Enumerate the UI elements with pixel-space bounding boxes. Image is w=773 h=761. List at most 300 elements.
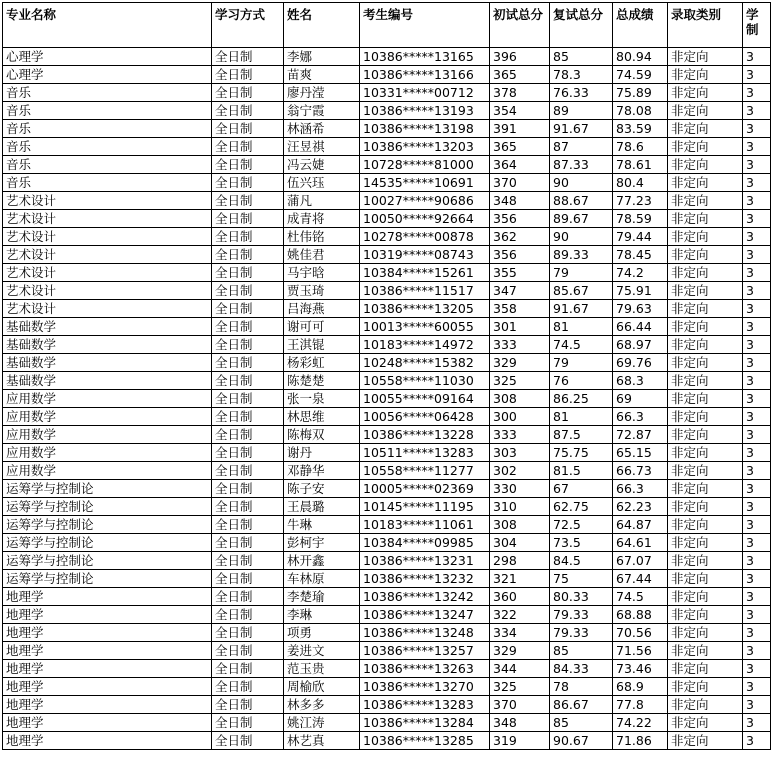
cell-duration: 3 (743, 156, 771, 174)
header-initial-score: 初试总分 (490, 3, 550, 48)
cell-study-mode: 全日制 (212, 372, 284, 390)
cell-initial-score: 329 (490, 642, 550, 660)
cell-admission-type: 非定向 (668, 570, 743, 588)
cell-duration: 3 (743, 660, 771, 678)
cell-admission-type: 非定向 (668, 228, 743, 246)
table-row (3, 732, 771, 750)
cell-total-score: 70.56 (613, 624, 668, 642)
cell-major: 运筹学与控制论 (3, 480, 212, 498)
cell-major: 艺术设计 (3, 300, 212, 318)
cell-duration: 3 (743, 696, 771, 714)
cell-study-mode: 全日制 (212, 174, 284, 192)
cell-name: 姜进文 (284, 642, 360, 660)
cell-study-mode: 全日制 (212, 444, 284, 462)
cell-candidate-id: 10386*****13284 (360, 714, 490, 732)
cell-total-score: 64.87 (613, 516, 668, 534)
cell-retest-score: 73.5 (550, 534, 613, 552)
cell-name: 杜伟铭 (284, 228, 360, 246)
table-row (3, 228, 771, 246)
cell-retest-score: 72.5 (550, 516, 613, 534)
cell-retest-score: 79.33 (550, 624, 613, 642)
cell-study-mode: 全日制 (212, 156, 284, 174)
cell-candidate-id: 10027*****90686 (360, 192, 490, 210)
cell-total-score: 74.2 (613, 264, 668, 282)
cell-total-score: 66.3 (613, 480, 668, 498)
cell-initial-score: 391 (490, 120, 550, 138)
cell-name: 邓静华 (284, 462, 360, 480)
cell-initial-score: 365 (490, 138, 550, 156)
cell-major: 运筹学与控制论 (3, 498, 212, 516)
cell-candidate-id: 10386*****13228 (360, 426, 490, 444)
table-row (3, 498, 771, 516)
header-major: 专业名称 (3, 3, 212, 48)
cell-major: 地理学 (3, 606, 212, 624)
cell-major: 地理学 (3, 642, 212, 660)
cell-major: 地理学 (3, 678, 212, 696)
cell-name: 翁宁霞 (284, 102, 360, 120)
cell-name: 王淇锟 (284, 336, 360, 354)
cell-name: 范玉贵 (284, 660, 360, 678)
cell-admission-type: 非定向 (668, 102, 743, 120)
cell-name: 杨彩虹 (284, 354, 360, 372)
cell-admission-type: 非定向 (668, 588, 743, 606)
table-row (3, 372, 771, 390)
cell-duration: 3 (743, 372, 771, 390)
cell-major: 艺术设计 (3, 192, 212, 210)
cell-major: 基础数学 (3, 336, 212, 354)
cell-initial-score: 321 (490, 570, 550, 588)
table-row (3, 642, 771, 660)
cell-major: 音乐 (3, 102, 212, 120)
cell-initial-score: 325 (490, 678, 550, 696)
cell-retest-score: 75.75 (550, 444, 613, 462)
cell-candidate-id: 10013*****60055 (360, 318, 490, 336)
cell-initial-score: 348 (490, 714, 550, 732)
cell-total-score: 68.97 (613, 336, 668, 354)
cell-name: 李楚瑜 (284, 588, 360, 606)
header-row (3, 3, 771, 48)
cell-major: 地理学 (3, 624, 212, 642)
table-row (3, 48, 771, 66)
cell-study-mode: 全日制 (212, 246, 284, 264)
cell-major: 音乐 (3, 174, 212, 192)
cell-retest-score: 87 (550, 138, 613, 156)
cell-name: 牛琳 (284, 516, 360, 534)
cell-duration: 3 (743, 282, 771, 300)
table-row (3, 336, 771, 354)
cell-initial-score: 310 (490, 498, 550, 516)
cell-retest-score: 85 (550, 714, 613, 732)
cell-major: 艺术设计 (3, 210, 212, 228)
cell-duration: 3 (743, 246, 771, 264)
cell-name: 陈子安 (284, 480, 360, 498)
header-study-mode: 学习方式 (212, 3, 284, 48)
cell-initial-score: 348 (490, 192, 550, 210)
cell-total-score: 69 (613, 390, 668, 408)
cell-study-mode: 全日制 (212, 534, 284, 552)
cell-total-score: 72.87 (613, 426, 668, 444)
cell-name: 谢可可 (284, 318, 360, 336)
cell-retest-score: 78.3 (550, 66, 613, 84)
table-row (3, 408, 771, 426)
cell-duration: 3 (743, 714, 771, 732)
cell-duration: 3 (743, 480, 771, 498)
cell-retest-score: 90 (550, 174, 613, 192)
cell-study-mode: 全日制 (212, 300, 284, 318)
cell-study-mode: 全日制 (212, 318, 284, 336)
cell-initial-score: 364 (490, 156, 550, 174)
cell-study-mode: 全日制 (212, 192, 284, 210)
cell-retest-score: 79 (550, 354, 613, 372)
cell-duration: 3 (743, 534, 771, 552)
cell-duration: 3 (743, 138, 771, 156)
cell-name: 贾玉琦 (284, 282, 360, 300)
table-row (3, 192, 771, 210)
cell-candidate-id: 10511*****13283 (360, 444, 490, 462)
table-row (3, 714, 771, 732)
cell-name: 林艺真 (284, 732, 360, 750)
cell-candidate-id: 10050*****92664 (360, 210, 490, 228)
cell-total-score: 78.45 (613, 246, 668, 264)
cell-retest-score: 91.67 (550, 120, 613, 138)
cell-initial-score: 344 (490, 660, 550, 678)
cell-initial-score: 354 (490, 102, 550, 120)
header-admission-type: 录取类别 (668, 3, 743, 48)
cell-name: 张一泉 (284, 390, 360, 408)
cell-candidate-id: 10056*****06428 (360, 408, 490, 426)
cell-initial-score: 319 (490, 732, 550, 750)
table-row (3, 660, 771, 678)
cell-admission-type: 非定向 (668, 138, 743, 156)
cell-candidate-id: 10005*****02369 (360, 480, 490, 498)
cell-study-mode: 全日制 (212, 408, 284, 426)
cell-duration: 3 (743, 588, 771, 606)
cell-admission-type: 非定向 (668, 660, 743, 678)
cell-initial-score: 308 (490, 516, 550, 534)
cell-candidate-id: 10386*****13166 (360, 66, 490, 84)
cell-name: 汪昱祺 (284, 138, 360, 156)
cell-major: 基础数学 (3, 372, 212, 390)
cell-major: 地理学 (3, 696, 212, 714)
cell-study-mode: 全日制 (212, 606, 284, 624)
header-retest-score: 复试总分 (550, 3, 613, 48)
cell-admission-type: 非定向 (668, 534, 743, 552)
cell-major: 音乐 (3, 156, 212, 174)
cell-admission-type: 非定向 (668, 516, 743, 534)
cell-total-score: 74.5 (613, 588, 668, 606)
cell-duration: 3 (743, 84, 771, 102)
table-row (3, 246, 771, 264)
cell-admission-type: 非定向 (668, 282, 743, 300)
cell-total-score: 83.59 (613, 120, 668, 138)
cell-study-mode: 全日制 (212, 696, 284, 714)
cell-study-mode: 全日制 (212, 426, 284, 444)
cell-major: 运筹学与控制论 (3, 552, 212, 570)
table-row (3, 606, 771, 624)
cell-candidate-id: 10386*****13242 (360, 588, 490, 606)
cell-total-score: 77.23 (613, 192, 668, 210)
cell-name: 林开鑫 (284, 552, 360, 570)
cell-name: 苗爽 (284, 66, 360, 84)
cell-total-score: 74.59 (613, 66, 668, 84)
cell-name: 项勇 (284, 624, 360, 642)
table-row (3, 84, 771, 102)
cell-candidate-id: 14535*****10691 (360, 174, 490, 192)
cell-candidate-id: 10386*****13263 (360, 660, 490, 678)
table-row (3, 462, 771, 480)
cell-duration: 3 (743, 570, 771, 588)
cell-retest-score: 89.67 (550, 210, 613, 228)
cell-candidate-id: 10386*****13203 (360, 138, 490, 156)
cell-initial-score: 329 (490, 354, 550, 372)
cell-candidate-id: 10386*****13231 (360, 552, 490, 570)
cell-retest-score: 90 (550, 228, 613, 246)
cell-candidate-id: 10386*****13232 (360, 570, 490, 588)
cell-study-mode: 全日制 (212, 282, 284, 300)
cell-study-mode: 全日制 (212, 462, 284, 480)
cell-candidate-id: 10055*****09164 (360, 390, 490, 408)
cell-admission-type: 非定向 (668, 318, 743, 336)
cell-total-score: 80.4 (613, 174, 668, 192)
cell-major: 艺术设计 (3, 246, 212, 264)
table-row (3, 480, 771, 498)
cell-total-score: 80.94 (613, 48, 668, 66)
cell-admission-type: 非定向 (668, 192, 743, 210)
cell-study-mode: 全日制 (212, 732, 284, 750)
table-row (3, 174, 771, 192)
cell-major: 音乐 (3, 138, 212, 156)
cell-admission-type: 非定向 (668, 210, 743, 228)
table-row (3, 210, 771, 228)
table-row (3, 426, 771, 444)
cell-candidate-id: 10183*****14972 (360, 336, 490, 354)
cell-retest-score: 79.33 (550, 606, 613, 624)
cell-initial-score: 378 (490, 84, 550, 102)
cell-retest-score: 81 (550, 318, 613, 336)
cell-total-score: 68.9 (613, 678, 668, 696)
cell-study-mode: 全日制 (212, 390, 284, 408)
cell-total-score: 64.61 (613, 534, 668, 552)
cell-initial-score: 355 (490, 264, 550, 282)
cell-retest-score: 89.33 (550, 246, 613, 264)
cell-initial-score: 301 (490, 318, 550, 336)
cell-initial-score: 322 (490, 606, 550, 624)
cell-initial-score: 333 (490, 426, 550, 444)
cell-admission-type: 非定向 (668, 408, 743, 426)
cell-name: 马宇晗 (284, 264, 360, 282)
cell-retest-score: 90.67 (550, 732, 613, 750)
cell-retest-score: 78 (550, 678, 613, 696)
cell-duration: 3 (743, 408, 771, 426)
cell-duration: 3 (743, 462, 771, 480)
cell-name: 林多多 (284, 696, 360, 714)
cell-study-mode: 全日制 (212, 642, 284, 660)
cell-total-score: 68.88 (613, 606, 668, 624)
table-row (3, 678, 771, 696)
cell-major: 心理学 (3, 48, 212, 66)
table-row (3, 120, 771, 138)
cell-name: 冯云婕 (284, 156, 360, 174)
cell-initial-score: 347 (490, 282, 550, 300)
cell-duration: 3 (743, 192, 771, 210)
cell-study-mode: 全日制 (212, 678, 284, 696)
cell-name: 成青将 (284, 210, 360, 228)
cell-study-mode: 全日制 (212, 498, 284, 516)
cell-initial-score: 325 (490, 372, 550, 390)
cell-admission-type: 非定向 (668, 480, 743, 498)
cell-total-score: 79.63 (613, 300, 668, 318)
cell-duration: 3 (743, 354, 771, 372)
cell-total-score: 66.73 (613, 462, 668, 480)
cell-duration: 3 (743, 264, 771, 282)
cell-retest-score: 81 (550, 408, 613, 426)
cell-initial-score: 304 (490, 534, 550, 552)
cell-candidate-id: 10386*****13257 (360, 642, 490, 660)
cell-admission-type: 非定向 (668, 462, 743, 480)
cell-major: 艺术设计 (3, 282, 212, 300)
cell-candidate-id: 10386*****13248 (360, 624, 490, 642)
cell-admission-type: 非定向 (668, 552, 743, 570)
cell-duration: 3 (743, 642, 771, 660)
cell-admission-type: 非定向 (668, 156, 743, 174)
cell-duration: 3 (743, 426, 771, 444)
cell-duration: 3 (743, 228, 771, 246)
cell-duration: 3 (743, 210, 771, 228)
cell-name: 谢丹 (284, 444, 360, 462)
cell-initial-score: 303 (490, 444, 550, 462)
cell-candidate-id: 10386*****13270 (360, 678, 490, 696)
cell-major: 运筹学与控制论 (3, 570, 212, 588)
cell-study-mode: 全日制 (212, 588, 284, 606)
cell-study-mode: 全日制 (212, 624, 284, 642)
cell-admission-type: 非定向 (668, 372, 743, 390)
cell-name: 姚佳君 (284, 246, 360, 264)
cell-study-mode: 全日制 (212, 660, 284, 678)
cell-total-score: 77.8 (613, 696, 668, 714)
cell-admission-type: 非定向 (668, 498, 743, 516)
cell-retest-score: 89 (550, 102, 613, 120)
cell-retest-score: 87.33 (550, 156, 613, 174)
cell-retest-score: 84.33 (550, 660, 613, 678)
cell-study-mode: 全日制 (212, 210, 284, 228)
cell-total-score: 78.59 (613, 210, 668, 228)
cell-candidate-id: 10384*****09985 (360, 534, 490, 552)
cell-study-mode: 全日制 (212, 228, 284, 246)
cell-total-score: 62.23 (613, 498, 668, 516)
cell-candidate-id: 10558*****11030 (360, 372, 490, 390)
cell-admission-type: 非定向 (668, 624, 743, 642)
cell-name: 彭柯宇 (284, 534, 360, 552)
table-row (3, 552, 771, 570)
cell-study-mode: 全日制 (212, 516, 284, 534)
cell-duration: 3 (743, 66, 771, 84)
cell-admission-type: 非定向 (668, 120, 743, 138)
cell-total-score: 74.22 (613, 714, 668, 732)
cell-study-mode: 全日制 (212, 66, 284, 84)
table-row (3, 588, 771, 606)
cell-admission-type: 非定向 (668, 714, 743, 732)
cell-candidate-id: 10386*****13165 (360, 48, 490, 66)
cell-name: 李娜 (284, 48, 360, 66)
table-row (3, 534, 771, 552)
cell-major: 应用数学 (3, 426, 212, 444)
cell-retest-score: 67 (550, 480, 613, 498)
cell-duration: 3 (743, 552, 771, 570)
table-row (3, 264, 771, 282)
cell-name: 陈楚楚 (284, 372, 360, 390)
cell-admission-type: 非定向 (668, 642, 743, 660)
cell-candidate-id: 10278*****00878 (360, 228, 490, 246)
cell-admission-type: 非定向 (668, 390, 743, 408)
cell-duration: 3 (743, 120, 771, 138)
cell-name: 周榆欣 (284, 678, 360, 696)
cell-duration: 3 (743, 336, 771, 354)
cell-admission-type: 非定向 (668, 354, 743, 372)
header-duration: 学制 (743, 3, 771, 48)
cell-candidate-id: 10384*****15261 (360, 264, 490, 282)
cell-initial-score: 358 (490, 300, 550, 318)
cell-initial-score: 370 (490, 174, 550, 192)
cell-retest-score: 88.67 (550, 192, 613, 210)
cell-name: 陈梅双 (284, 426, 360, 444)
cell-candidate-id: 10145*****11195 (360, 498, 490, 516)
cell-initial-score: 356 (490, 210, 550, 228)
table-row (3, 570, 771, 588)
cell-total-score: 71.86 (613, 732, 668, 750)
cell-duration: 3 (743, 516, 771, 534)
cell-name: 李琳 (284, 606, 360, 624)
cell-retest-score: 75 (550, 570, 613, 588)
cell-name: 王晨璐 (284, 498, 360, 516)
header-candidate-id: 考生编号 (360, 3, 490, 48)
cell-major: 应用数学 (3, 444, 212, 462)
cell-candidate-id: 10386*****13205 (360, 300, 490, 318)
header-total-score: 总成绩 (613, 3, 668, 48)
cell-major: 基础数学 (3, 318, 212, 336)
cell-study-mode: 全日制 (212, 120, 284, 138)
cell-initial-score: 298 (490, 552, 550, 570)
cell-duration: 3 (743, 498, 771, 516)
table-row (3, 624, 771, 642)
table-row (3, 138, 771, 156)
cell-admission-type: 非定向 (668, 678, 743, 696)
cell-major: 地理学 (3, 660, 212, 678)
cell-total-score: 78.08 (613, 102, 668, 120)
cell-initial-score: 330 (490, 480, 550, 498)
cell-major: 应用数学 (3, 390, 212, 408)
cell-study-mode: 全日制 (212, 336, 284, 354)
cell-total-score: 68.3 (613, 372, 668, 390)
cell-retest-score: 84.5 (550, 552, 613, 570)
cell-major: 艺术设计 (3, 228, 212, 246)
cell-major: 心理学 (3, 66, 212, 84)
cell-duration: 3 (743, 300, 771, 318)
cell-initial-score: 334 (490, 624, 550, 642)
cell-candidate-id: 10248*****15382 (360, 354, 490, 372)
cell-name: 伍兴珏 (284, 174, 360, 192)
table-row (3, 696, 771, 714)
cell-major: 艺术设计 (3, 264, 212, 282)
cell-duration: 3 (743, 624, 771, 642)
cell-retest-score: 74.5 (550, 336, 613, 354)
cell-duration: 3 (743, 318, 771, 336)
cell-retest-score: 79 (550, 264, 613, 282)
cell-retest-score: 76 (550, 372, 613, 390)
cell-admission-type: 非定向 (668, 444, 743, 462)
cell-study-mode: 全日制 (212, 102, 284, 120)
cell-initial-score: 370 (490, 696, 550, 714)
cell-admission-type: 非定向 (668, 300, 743, 318)
